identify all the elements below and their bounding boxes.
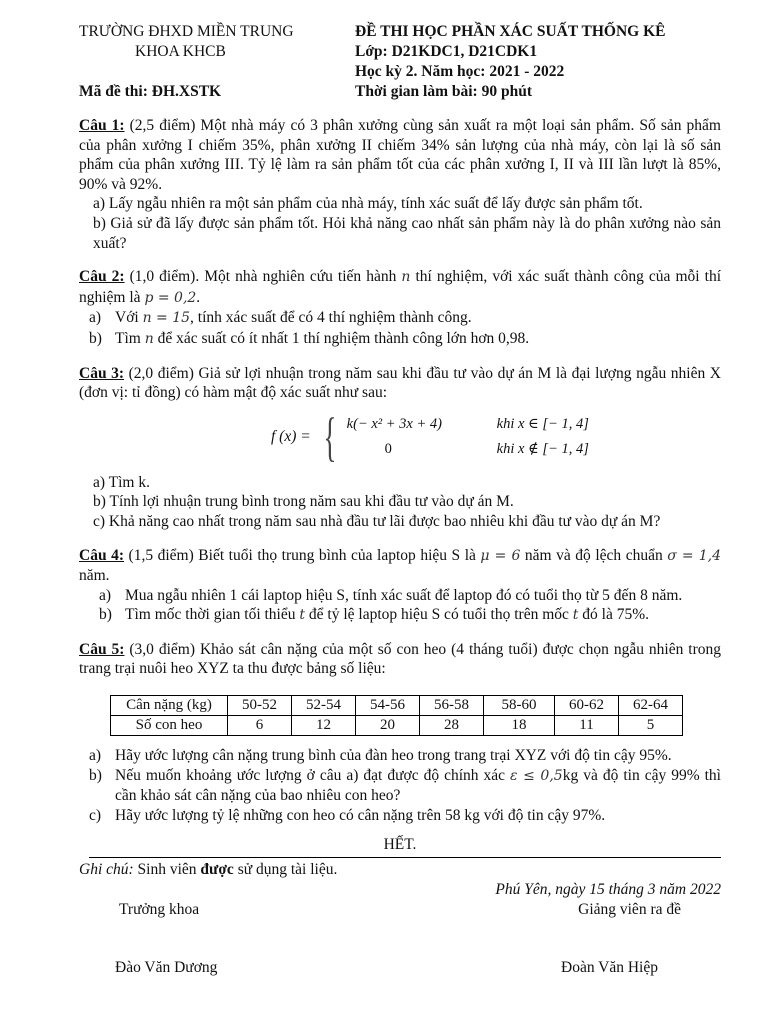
table-cell: 5 [619,716,683,736]
math-p: p = 0,2 [144,289,197,306]
signature-titles [79,900,721,920]
formula-case-1-expr: k(− x² + 3x + 4) [346,415,442,432]
question-5a-label: a) [89,747,102,765]
lecturer-title: Giảng viên ra đề [578,901,681,919]
question-5b-t2: kg và độ tin cậy 99% thì cần khảo sát cân nặng của bao nhiêu con heo? [115,766,721,805]
question-4b-label: b) [99,606,112,624]
table-cell: 20 [356,716,420,736]
question-4b-t1: Tìm mốc thời gian tối thiểu [125,606,300,624]
question-2-text [79,267,721,308]
table-cell: 62-64 [619,696,683,716]
formula-fx: f (x) = [271,427,311,445]
question-5c [79,806,721,826]
table-cell: 56-58 [420,696,484,716]
question-4a-text: Mua ngẫu nhiên 1 cái laptop hiệu S, tính xác suất để laptop đó có tuổi thọ từ 5 đến 8 năm. [125,586,683,604]
question-3-body: (2,0 điểm) Giả sử lợi nhuận trong năm sau khi đầu tư vào dự án M là đại lượng ngẫu nhiên X (đơn vị: tỉ đồng) có hàm mật độ xác suất như sau: [79,364,721,402]
signature-names [79,958,721,978]
question-4-head: Câu 4: [79,546,125,564]
formula-case-1 [347,416,589,433]
math-n15: n = 15 [142,310,191,327]
table-cell: 54-56 [356,696,420,716]
table-cell: 6 [228,716,292,736]
question-1 [79,116,721,253]
lecturer-name: Đoàn Văn Hiệp [561,959,658,977]
formula-case-2-cond: khi x ∉ [− 1, 4] [496,440,589,457]
question-2-body-1: (1,0 điểm). Một nhà nghiên cứu tiến hành [124,268,402,286]
question-2-body-3: . [196,288,201,306]
exam-page [79,22,721,978]
question-2b-t2: để xác suất có ít nhất 1 thí nghiệm thành công lớn hơn 0,98. [153,329,530,347]
formula-case-2 [347,441,589,458]
question-4a-label: a) [99,586,112,604]
question-1-head: Câu 1: [79,117,125,134]
question-4b-t2: để tỷ lệ laptop hiệu S có tuổi thọ trên mốc [305,606,573,624]
question-3 [79,364,721,532]
weight-table [110,695,683,736]
header-left [79,22,339,82]
question-1a: a) Lấy ngẫu nhiên ra một sản phẩm của nhà máy, tính xác suất để lấy được sản phẩm tốt. [93,195,643,213]
question-2-head: Câu 2: [79,268,125,286]
footer-divider [89,857,721,858]
table-cell: 60-62 [555,696,619,716]
question-4b [79,605,721,626]
formula-case-1-cond: khi x ∈ [− 1, 4] [496,415,589,432]
table-row-weight [111,696,683,716]
math-t: t [299,607,306,624]
question-2a-t2: , tính xác suất để có 4 thí nghiệm thành công. [190,309,472,327]
exam-class: Lớp: D21KDC1, D21CDK1 [355,43,538,60]
question-4a [79,586,721,606]
question-5b-text [115,766,721,806]
exam-term: Học kỳ 2. Năm học: 2021 - 2022 [355,63,565,80]
exam-duration: Thời gian làm bài: 90 phút [355,83,532,100]
table-head-count: Số con heo [111,716,228,736]
math-sigma: σ = 1,4 [667,547,722,564]
question-1-text [79,116,721,194]
question-4b-t3: đó là 75%. [578,606,650,624]
math-n: n [401,269,411,286]
question-4-body-1: (1,5 điểm) Biết tuổi thọ trung bình của laptop hiệu S là [124,546,481,564]
table-cell: 28 [420,716,484,736]
table-cell: 52-54 [292,696,356,716]
question-3a: a) Tìm k. [93,473,150,491]
math-n-2: n [144,330,154,347]
header-row2 [79,82,721,102]
header-right [355,22,721,82]
question-4b-text [125,605,721,626]
question-5c-label: c) [89,806,102,824]
question-5 [79,640,721,826]
footer-note [79,860,721,880]
math-eps: ε ≤ 0,5 [510,767,563,784]
question-2a-text [115,308,721,329]
exam-code: Mã đề thi: ĐH.XSTK [79,83,222,100]
question-2a [79,308,721,329]
question-4-text [79,546,721,586]
formula-cases [347,416,589,458]
question-3b: b) Tính lợi nhuận trung bình trong năm sau khi đầu tư vào dự án M. [93,493,514,511]
table-row-count [111,716,683,736]
question-5-text [79,640,721,679]
question-2a-t1: Với [115,309,143,327]
table-cell: 18 [484,716,555,736]
question-1b: b) Giả sử đã lấy được sản phẩm tốt. Hỏi khả năng cao nhất sản phẩm này là do phân xưởng nào sản xuất? [93,214,721,252]
question-4-body-2: năm và độ lệch chuẩn [520,546,668,564]
question-2-body-2: thí nghiệm, với xác suất thành công của mỗi thí nghiệm là [79,268,721,306]
dean-name: Đào Văn Dương [115,959,218,977]
question-5a [79,746,721,766]
question-1-body: (2,5 điểm) Một nhà máy có 3 phân xưởng cùng sản xuất ra một loại sản phẩm. Số sản phẩm của phân xưởng I chiếm 35%, phân xưởng II chiếm 34% sản lượng của nhà máy, còn lại là số sản phẩm của phân xưởng III. Tỷ lệ làm ra sản phẩm tốt của các phân xưởng I, II và III lần lượt là 85%, 90% và 92%. [79,117,721,193]
table-cell: 50-52 [228,696,292,716]
formula-brace: { [323,406,337,467]
question-2b [79,329,721,350]
question-4-body-3: năm. [79,567,110,585]
question-5b-label: b) [89,766,102,784]
question-3-head: Câu 3: [79,364,125,382]
question-5c-text: Hãy ước lượng tỷ lệ những con heo có cân nặng trên 58 kg với độ tin cậy 97%. [115,806,606,824]
question-5b [79,766,721,806]
question-3c: c) Khả năng cao nhất trong năm sau nhà đầu tư lãi được bao nhiêu khi đầu tư vào dự án M? [93,512,661,530]
question-2b-label: b) [89,329,102,347]
question-2a-label: a) [89,309,102,327]
density-formula [271,407,721,467]
question-5b-t1: Nếu muốn khoảng ước lượng ở câu a) đạt được độ chính xác [115,766,511,784]
note-bold: được [200,861,234,879]
table-cell: 12 [292,716,356,736]
table-cell: 58-60 [484,696,555,716]
question-2b-text [115,329,721,350]
note-text-1: Sinh viên [133,861,201,879]
question-4 [79,546,721,626]
table-head-weight: Cân nặng (kg) [111,696,228,716]
math-t-2: t [572,607,579,624]
table-cell: 11 [555,716,619,736]
note-text-2: sử dụng tài liệu. [233,861,338,879]
question-2 [79,267,721,349]
sign-date: Phú Yên, ngày 15 tháng 3 năm 2022 [495,881,721,899]
question-2b-t1: Tìm [115,329,145,347]
dean-title: Trưởng khoa [119,901,200,919]
question-5-head: Câu 5: [79,640,125,658]
school-name: TRƯỜNG ĐHXD MIỀN TRUNG [79,23,294,40]
math-mu: μ = 6 [480,547,521,564]
header [79,22,721,82]
question-3-text [79,364,721,403]
note-label: Ghi chú: [79,861,134,879]
end-mark: HẾT. [383,836,417,854]
faculty-name: KHOA KHCB [135,43,226,60]
formula-case-2-expr: 0 [384,440,392,457]
question-5a-text: Hãy ước lượng cân nặng trung bình của đàn heo trong trang trại XYZ với độ tin cậy 95%. [115,747,672,765]
question-5-body: (3,0 điểm) Khảo sát cân nặng của một số con heo (4 tháng tuổi) được chọn ngẫu nhiên trong trang trại nuôi heo XYZ ta thu được bảng số liệu: [79,640,722,678]
exam-title: ĐỀ THI HỌC PHẦN XÁC SUẤT THỐNG KÊ [355,23,666,40]
